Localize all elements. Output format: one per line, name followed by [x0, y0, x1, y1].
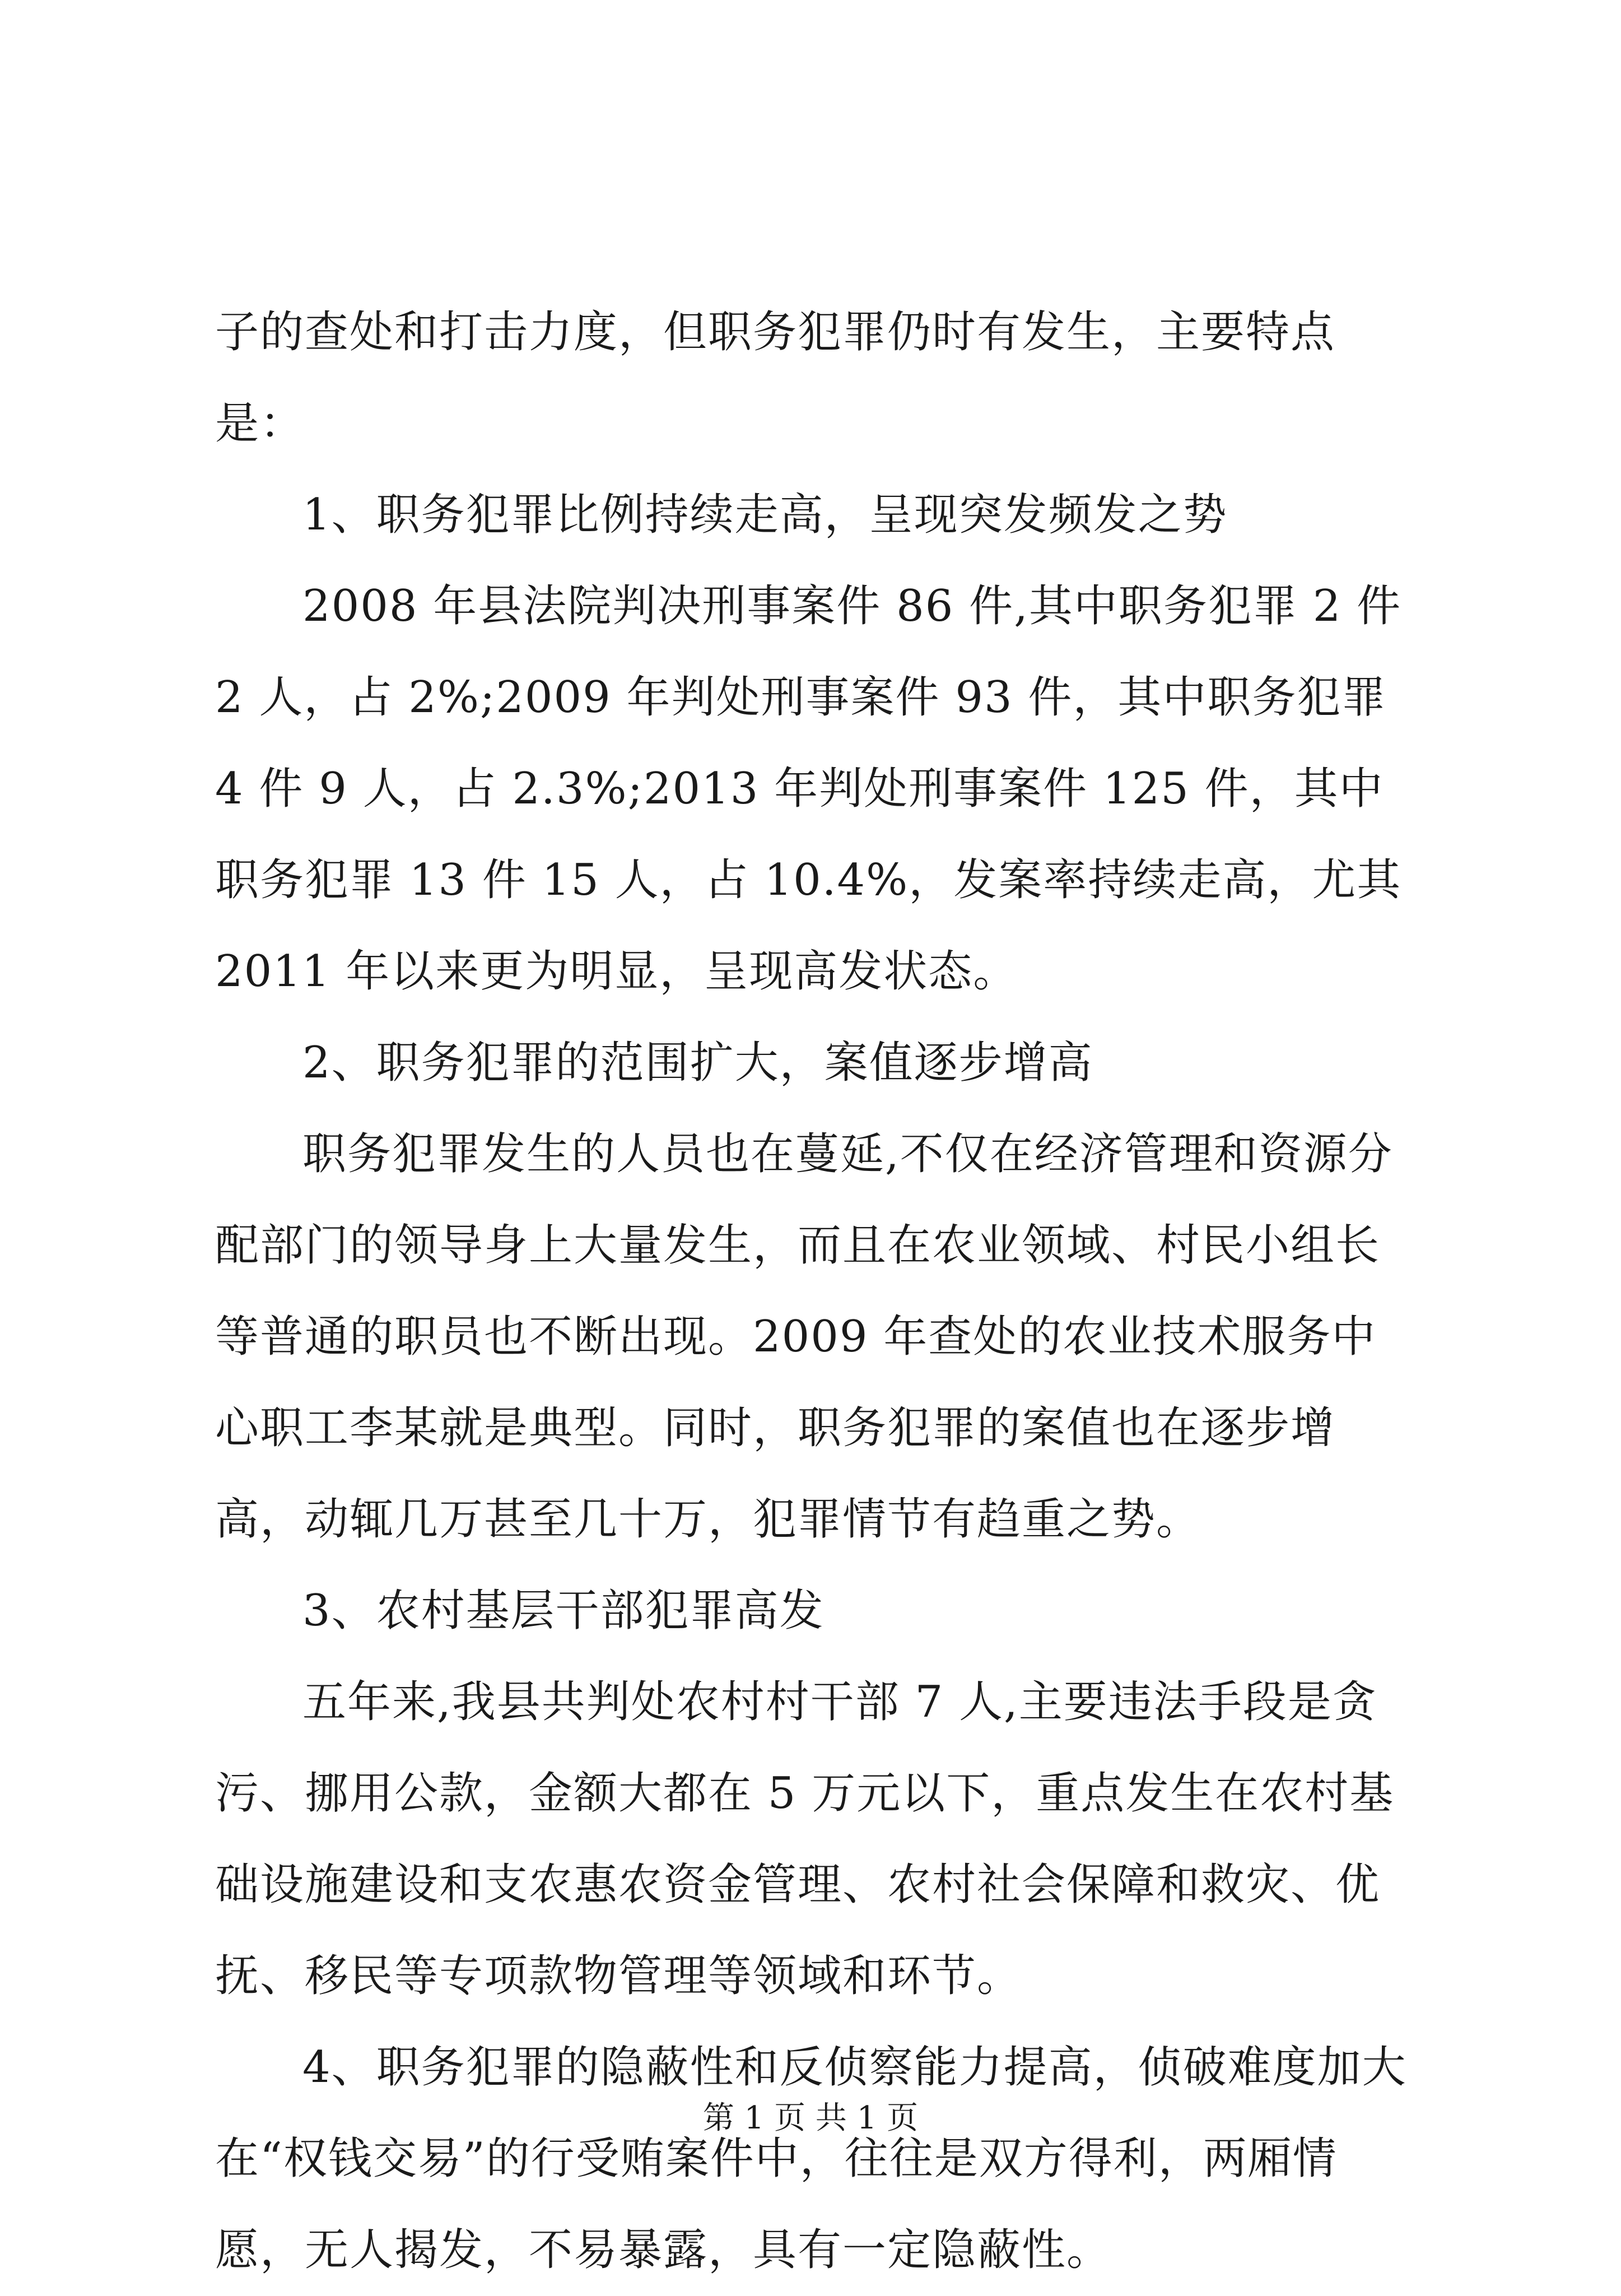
paragraph-statistics: 2008 年县法院判决刑事案件 86 件,其中职务犯罪 2 件 2 人，占 2%;2009 年判处刑事案件 93 件，其中职务犯罪 4 件 9 人，占 2.3%;2013 年判处刑事案件 125 件，其中职务犯罪 13 件 15 人，占 10.4%，发案率持续走高，尤其 2011 年以来更为明显，呈现高发状态。: [215, 581, 1402, 997]
paragraph-rural-cadres: 五年来,我县共判处农村村干部 7 人,主要违法手段是贪污、挪用公款，金额大都在 5 万元以下，重点发生在农村基础设施建设和支农惠农资金管理、农村社会保障和救灾、优抚、移民等专项款物管理等领域和环节。: [215, 1677, 1395, 2001]
paragraph-concealment: 4、职务犯罪的隐蔽性和反侦察能力提高，侦破难度加大在“权钱交易”的行受贿案件中，往往是双方得利，两厢情愿，无人揭发，不易暴露，具有一定隐蔽性。: [215, 2042, 1407, 2275]
section-heading-3: 3、农村基层干部犯罪高发: [302, 1586, 825, 1636]
section-heading-2: 2、职务犯罪的范围扩大，案值逐步增高: [302, 1038, 1093, 1088]
page-number-footer: 第 1 页 共 1 页: [702, 2100, 919, 2136]
paragraph-intro: 子的查处和打击力度，但职务犯罪仍时有发生，主要特点是：: [215, 307, 1336, 449]
section-heading-1: 1、职务犯罪比例持续走高，呈现突发频发之势: [302, 490, 1228, 540]
document-body: [215, 287, 1414, 2296]
paragraph-scope: 职务犯罪发生的人员也在蔓延,不仅在经济管理和资源分配部门的领导身上大量发生，而且在农业领域、村民小组长等普通的职员也不断出现。2009 年查处的农业技术服务中心职工李某就是典型。同时，职务犯罪的案值也在逐步增高，动辄几万甚至几十万，犯罪情节有趋重之势。: [215, 1129, 1393, 1545]
